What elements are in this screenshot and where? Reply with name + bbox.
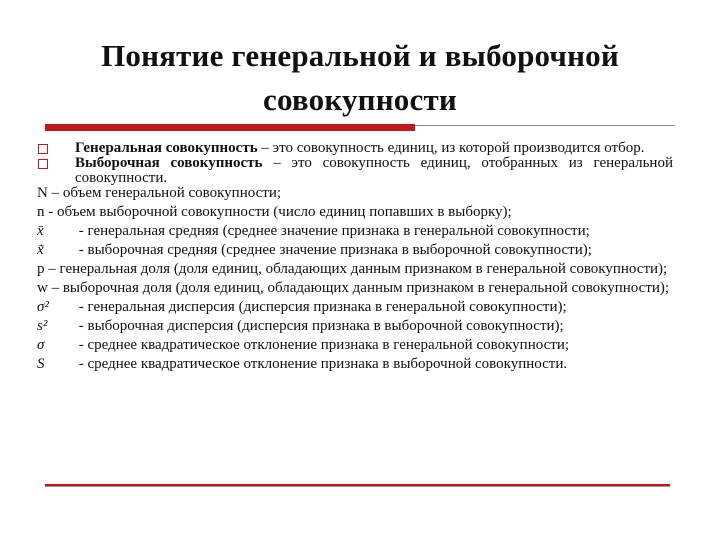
definition-text: - выборочная дисперсия (дисперсия признака в выборочной совокупности);	[75, 318, 564, 334]
definition-text: w – выборочная доля (доля единиц, обладающих данным признаком в генеральной совокупности);	[37, 280, 670, 296]
def-general-share	[37, 262, 673, 277]
bullet-text: – это совокупность единиц, отобранных из генеральной совокупности.	[75, 155, 673, 186]
symbol-sample-std: S	[37, 356, 45, 372]
def-sample-size	[37, 205, 673, 220]
def-general-std	[37, 338, 673, 353]
definition-text: - генеральная средняя (среднее значение признака в генеральной совокупности;	[75, 223, 590, 239]
definition-text: - генеральная дисперсия (дисперсия признака в генеральной совокупности);	[75, 299, 567, 315]
def-general-mean	[37, 224, 673, 239]
slide-body	[37, 141, 673, 372]
term-general-population: Генеральная совокупность	[75, 140, 258, 156]
square-bullet-icon	[38, 159, 48, 169]
definition-text: - среднее квадратическое отклонение признака в выборочной совокупности.	[75, 356, 568, 372]
symbol-general-variance: σ²	[37, 299, 49, 315]
bullet-general-population	[37, 141, 673, 156]
def-sample-share	[37, 281, 673, 296]
definition-text: - выборочная средняя (среднее значение признака в выборочной совокупности);	[75, 242, 592, 258]
term-sample-population: Выборочная совокупность	[75, 155, 263, 171]
bullet-sample-population	[37, 156, 673, 186]
definition-text: p – генеральная доля (доля единиц, обладающих данным признаком в генеральной совокупности);	[37, 261, 668, 277]
symbol-sample-variance: s²	[37, 318, 48, 334]
bullet-text: – это совокупность единиц, из которой производится отбор.	[257, 140, 645, 156]
square-bullet-icon	[38, 144, 48, 154]
definition-text: - среднее квадратическое отклонение признака в генеральной совокупности;	[75, 337, 570, 353]
def-sample-variance	[37, 319, 673, 334]
def-sample-mean	[37, 243, 673, 258]
slide-title: Понятие генеральной и выборочной совокупности	[101, 38, 619, 117]
symbol-general-std: σ	[37, 337, 45, 353]
title-accent-bar	[45, 124, 415, 131]
symbol-sample-mean: x̃	[37, 242, 44, 258]
symbol-general-mean: x̄	[37, 223, 44, 239]
definition-text: N – объем генеральной совокупности;	[37, 185, 282, 201]
footer-divider-line	[45, 486, 670, 487]
def-general-variance	[37, 300, 673, 315]
definition-text: n - объем выборочной совокупности (число единиц попавших в выборку);	[37, 204, 512, 220]
def-sample-std	[37, 357, 673, 372]
def-general-size	[37, 186, 673, 201]
